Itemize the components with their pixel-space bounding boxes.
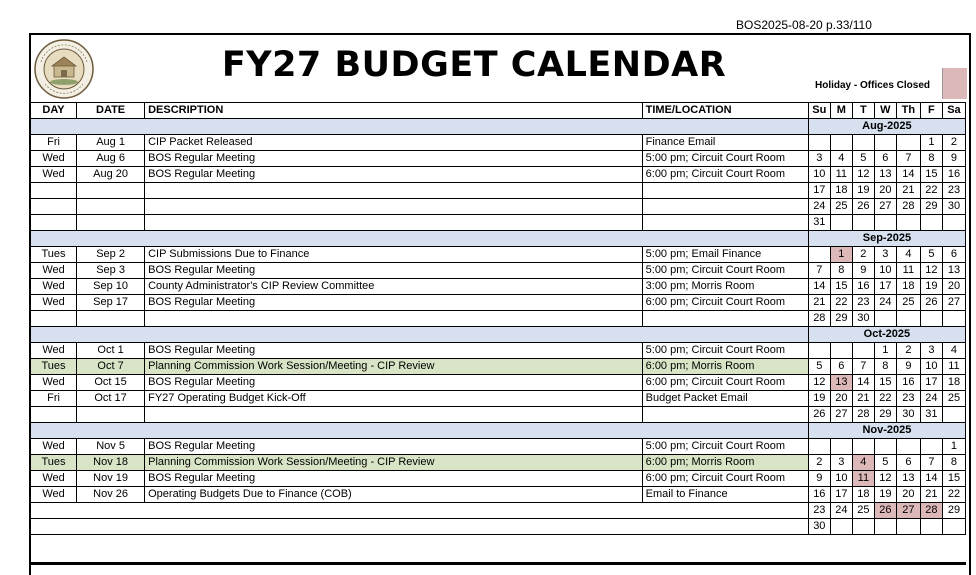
calendar-date-cell: 14: [896, 167, 920, 183]
calendar-date-cell: 19: [808, 391, 830, 407]
calendar-date-cell: 17: [808, 183, 830, 199]
calendar-date-cell: 12: [920, 263, 942, 279]
calendar-date-cell: [920, 439, 942, 455]
calendar-date-cell: 6: [874, 151, 896, 167]
empty-cell: [145, 407, 643, 423]
calendar-date-cell: 5: [920, 247, 942, 263]
event-time-location: 6:00 pm; Morris Room: [642, 455, 808, 471]
calendar-row: [31, 263, 966, 279]
month-band: [31, 327, 809, 343]
calendar-date-cell: [852, 135, 874, 151]
calendar-row: [31, 215, 966, 231]
event-date: Aug 1: [77, 135, 145, 151]
calendar-date-cell: 15: [874, 375, 896, 391]
event-time-location: 6:00 pm; Circuit Court Room: [642, 471, 808, 487]
empty-cell: [145, 311, 643, 327]
page-reference: BOS2025-08-20 p.33/110: [736, 18, 872, 32]
calendar-date-cell: 23: [808, 503, 830, 519]
event-date: Sep 2: [77, 247, 145, 263]
calendar-date-cell: 3: [920, 343, 942, 359]
empty-cell: [77, 183, 145, 199]
event-day: Wed: [31, 167, 77, 183]
empty-cell: [31, 407, 77, 423]
calendar-date-cell: 21: [920, 487, 942, 503]
header-weekday: W: [874, 103, 896, 119]
empty-cell: [77, 407, 145, 423]
calendar-date-cell: [830, 439, 852, 455]
calendar-date-cell: 8: [920, 151, 942, 167]
calendar-date-cell: 3: [830, 455, 852, 471]
header-time-location: TIME/LOCATION: [642, 103, 808, 119]
calendar-date-cell: 28: [808, 311, 830, 327]
empty-cell: [145, 183, 643, 199]
event-date: Nov 18: [77, 455, 145, 471]
empty-cell: [31, 183, 77, 199]
calendar-date-cell: 8: [874, 359, 896, 375]
calendar-date-cell: [830, 215, 852, 231]
calendar-date-cell: 29: [830, 311, 852, 327]
calendar-date-cell: 23: [852, 295, 874, 311]
event-time-location: Budget Packet Email: [642, 391, 808, 407]
event-date: Aug 20: [77, 167, 145, 183]
month-label: Sep-2025: [808, 231, 965, 247]
calendar-date-cell: 19: [874, 487, 896, 503]
calendar-date-cell: 14: [920, 471, 942, 487]
calendar-date-cell: 8: [942, 455, 965, 471]
event-day: Wed: [31, 279, 77, 295]
calendar-date-cell: 20: [874, 183, 896, 199]
calendar-date-cell: [942, 407, 965, 423]
calendar-date-cell: 11: [942, 359, 965, 375]
calendar-row: [31, 359, 966, 375]
calendar-date-cell: 12: [852, 167, 874, 183]
event-time-location: 3:00 pm; Morris Room: [642, 279, 808, 295]
calendar-date-cell: 2: [808, 455, 830, 471]
calendar-date-cell: 31: [920, 407, 942, 423]
calendar-date-cell: 28: [896, 199, 920, 215]
calendar-date-cell: [852, 439, 874, 455]
calendar-date-cell: 29: [874, 407, 896, 423]
event-date: Nov 5: [77, 439, 145, 455]
event-description: BOS Regular Meeting: [145, 151, 643, 167]
calendar-date-cell: 14: [852, 375, 874, 391]
calendar-date-cell: 7: [808, 263, 830, 279]
header-weekday: T: [852, 103, 874, 119]
empty-cell: [145, 215, 643, 231]
calendar-date-cell: 29: [942, 503, 965, 519]
holiday-date-cell: 28: [920, 503, 942, 519]
calendar-date-cell: 6: [942, 247, 965, 263]
calendar-date-cell: 20: [830, 391, 852, 407]
event-time-location: 5:00 pm; Circuit Court Room: [642, 151, 808, 167]
event-day: Wed: [31, 263, 77, 279]
calendar-date-cell: [874, 215, 896, 231]
calendar-date-cell: 16: [942, 167, 965, 183]
calendar-date-cell: [808, 439, 830, 455]
calendar-date-cell: 8: [830, 263, 852, 279]
calendar-date-cell: 11: [896, 263, 920, 279]
event-time-location: 5:00 pm; Email Finance: [642, 247, 808, 263]
calendar-date-cell: 13: [942, 263, 965, 279]
calendar-date-cell: 10: [874, 263, 896, 279]
calendar-date-cell: 30: [896, 407, 920, 423]
calendar-row: [31, 135, 966, 151]
event-day: Wed: [31, 151, 77, 167]
calendar-row: [31, 167, 966, 183]
event-time-location: 6:00 pm; Circuit Court Room: [642, 295, 808, 311]
month-band: [31, 231, 809, 247]
calendar-date-cell: [896, 215, 920, 231]
calendar-date-cell: 20: [896, 487, 920, 503]
calendar-date-cell: 6: [830, 359, 852, 375]
holiday-date-cell: 1: [830, 247, 852, 263]
event-day: Tues: [31, 359, 77, 375]
calendar-date-cell: 26: [808, 407, 830, 423]
calendar-date-cell: 17: [920, 375, 942, 391]
event-description: CIP Submissions Due to Finance: [145, 247, 643, 263]
event-date: Sep 17: [77, 295, 145, 311]
calendar-date-cell: 9: [808, 471, 830, 487]
event-description: FY27 Operating Budget Kick-Off: [145, 391, 643, 407]
calendar-date-cell: 21: [896, 183, 920, 199]
calendar-row: [31, 487, 966, 503]
event-description: BOS Regular Meeting: [145, 167, 643, 183]
calendar-row: [31, 439, 966, 455]
calendar-date-cell: 27: [830, 407, 852, 423]
calendar-date-cell: [942, 215, 965, 231]
calendar-row: [31, 519, 966, 535]
calendar-date-cell: 6: [896, 455, 920, 471]
holiday-date-cell: 26: [874, 503, 896, 519]
event-date: Oct 17: [77, 391, 145, 407]
event-day: Fri: [31, 391, 77, 407]
event-time-location: 5:00 pm; Circuit Court Room: [642, 343, 808, 359]
month-header-row: [31, 423, 966, 439]
calendar-date-cell: [896, 439, 920, 455]
empty-cell: [642, 311, 808, 327]
calendar-date-cell: 9: [942, 151, 965, 167]
event-day: Wed: [31, 439, 77, 455]
calendar-date-cell: [808, 135, 830, 151]
empty-area: [31, 503, 809, 519]
calendar-date-cell: 21: [852, 391, 874, 407]
calendar-date-cell: 14: [808, 279, 830, 295]
calendar-date-cell: 13: [874, 167, 896, 183]
empty-cell: [77, 215, 145, 231]
event-time-location: 6:00 pm; Circuit Court Room: [642, 375, 808, 391]
calendar-date-cell: 24: [808, 199, 830, 215]
calendar-row: [31, 311, 966, 327]
calendar-date-cell: 1: [920, 135, 942, 151]
calendar-date-cell: 4: [942, 343, 965, 359]
calendar-date-cell: 5: [808, 359, 830, 375]
calendar-date-cell: 2: [852, 247, 874, 263]
calendar-date-cell: [874, 439, 896, 455]
calendar-date-cell: 17: [830, 487, 852, 503]
calendar-date-cell: [942, 311, 965, 327]
calendar-date-cell: 27: [874, 199, 896, 215]
calendar-date-cell: [874, 135, 896, 151]
calendar-date-cell: 25: [896, 295, 920, 311]
event-date: Oct 15: [77, 375, 145, 391]
calendar-date-cell: 3: [808, 151, 830, 167]
header-weekday: M: [830, 103, 852, 119]
calendar-date-cell: [920, 519, 942, 535]
event-date: Nov 26: [77, 487, 145, 503]
calendar-date-cell: [896, 311, 920, 327]
event-description: CIP Packet Released: [145, 135, 643, 151]
calendar-date-cell: 12: [874, 471, 896, 487]
calendar-date-cell: 2: [942, 135, 965, 151]
month-header-row: [31, 119, 966, 135]
calendar-date-cell: 19: [920, 279, 942, 295]
event-description: BOS Regular Meeting: [145, 295, 643, 311]
calendar-date-cell: 22: [942, 487, 965, 503]
calendar-date-cell: 10: [830, 471, 852, 487]
event-day: Fri: [31, 135, 77, 151]
calendar-date-cell: [896, 135, 920, 151]
calendar-row: [31, 343, 966, 359]
calendar-date-cell: 10: [920, 359, 942, 375]
calendar-row: [31, 247, 966, 263]
event-day: Wed: [31, 375, 77, 391]
calendar-date-cell: 26: [920, 295, 942, 311]
calendar-date-cell: 21: [808, 295, 830, 311]
calendar-row: [31, 295, 966, 311]
calendar-row: [31, 199, 966, 215]
event-day: Tues: [31, 455, 77, 471]
calendar-date-cell: 15: [920, 167, 942, 183]
calendar-date-cell: 15: [942, 471, 965, 487]
event-description: BOS Regular Meeting: [145, 471, 643, 487]
empty-cell: [77, 199, 145, 215]
event-description: BOS Regular Meeting: [145, 439, 643, 455]
calendar-date-cell: 7: [920, 455, 942, 471]
event-day: Tues: [31, 247, 77, 263]
calendar-date-cell: 23: [942, 183, 965, 199]
header-weekday: Su: [808, 103, 830, 119]
calendar-date-cell: 26: [852, 199, 874, 215]
calendar-date-cell: 25: [852, 503, 874, 519]
event-day: Wed: [31, 343, 77, 359]
calendar-date-cell: 7: [896, 151, 920, 167]
empty-cell: [642, 407, 808, 423]
calendar-date-cell: 15: [830, 279, 852, 295]
calendar-date-cell: [808, 247, 830, 263]
calendar-row: [31, 183, 966, 199]
calendar-row: [31, 407, 966, 423]
calendar-row: [31, 455, 966, 471]
page-title: FY27 BUDGET CALENDAR: [221, 45, 727, 85]
month-band: [31, 423, 809, 439]
calendar-date-cell: 1: [942, 439, 965, 455]
calendar-row: [31, 391, 966, 407]
calendar-date-cell: [874, 311, 896, 327]
calendar-date-cell: 30: [942, 199, 965, 215]
calendar-date-cell: 22: [920, 183, 942, 199]
header-weekday: Sa: [942, 103, 965, 119]
calendar-row: [31, 151, 966, 167]
empty-area: [31, 519, 809, 535]
calendar-date-cell: 9: [852, 263, 874, 279]
event-date: Sep 3: [77, 263, 145, 279]
calendar-date-cell: 24: [920, 391, 942, 407]
calendar-row: [31, 471, 966, 487]
calendar-date-cell: 29: [920, 199, 942, 215]
header-description: DESCRIPTION: [145, 103, 643, 119]
header-date: DATE: [77, 103, 145, 119]
calendar-date-cell: 18: [830, 183, 852, 199]
calendar-date-cell: [852, 343, 874, 359]
calendar-date-cell: 4: [896, 247, 920, 263]
calendar-date-cell: 23: [896, 391, 920, 407]
event-time-location: 6:00 pm; Circuit Court Room: [642, 167, 808, 183]
calendar-date-cell: 12: [808, 375, 830, 391]
calendar-date-cell: [808, 343, 830, 359]
calendar-date-cell: [896, 519, 920, 535]
calendar-date-cell: 22: [874, 391, 896, 407]
header-weekday: F: [920, 103, 942, 119]
calendar-date-cell: 17: [874, 279, 896, 295]
calendar-date-cell: 5: [874, 455, 896, 471]
holiday-date-cell: 4: [852, 455, 874, 471]
calendar-date-cell: [830, 343, 852, 359]
calendar-date-cell: [874, 519, 896, 535]
calendar-date-cell: 16: [852, 279, 874, 295]
calendar-row: [31, 503, 966, 519]
calendar-date-cell: [830, 135, 852, 151]
event-date: Oct 7: [77, 359, 145, 375]
empty-cell: [31, 311, 77, 327]
month-header-row: [31, 327, 966, 343]
calendar-date-cell: 10: [808, 167, 830, 183]
header-day: DAY: [31, 103, 77, 119]
event-time-location: 5:00 pm; Circuit Court Room: [642, 439, 808, 455]
month-label: Aug-2025: [808, 119, 965, 135]
calendar-date-cell: [920, 311, 942, 327]
calendar-date-cell: [852, 215, 874, 231]
calendar-date-cell: 18: [942, 375, 965, 391]
budget-calendar-table: [30, 102, 966, 535]
event-date: Oct 1: [77, 343, 145, 359]
calendar-date-cell: 28: [852, 407, 874, 423]
calendar-date-cell: 3: [874, 247, 896, 263]
calendar-date-cell: [830, 519, 852, 535]
calendar-date-cell: 16: [896, 375, 920, 391]
event-date: Nov 19: [77, 471, 145, 487]
event-day: Wed: [31, 471, 77, 487]
holiday-legend-label: Holiday - Offices Closed: [815, 80, 931, 91]
calendar-date-cell: 18: [896, 279, 920, 295]
event-description: BOS Regular Meeting: [145, 343, 643, 359]
event-time-location: 5:00 pm; Circuit Court Room: [642, 263, 808, 279]
empty-cell: [642, 183, 808, 199]
calendar-row: [31, 279, 966, 295]
event-description: Planning Commission Work Session/Meeting - CIP Review: [145, 359, 643, 375]
calendar-date-cell: 22: [830, 295, 852, 311]
calendar-date-cell: 31: [808, 215, 830, 231]
calendar-date-cell: 9: [896, 359, 920, 375]
month-label: Nov-2025: [808, 423, 965, 439]
month-label: Oct-2025: [808, 327, 965, 343]
empty-cell: [31, 199, 77, 215]
empty-cell: [642, 199, 808, 215]
month-band: [31, 119, 809, 135]
calendar-date-cell: 25: [830, 199, 852, 215]
header-row: [31, 103, 966, 119]
calendar-date-cell: 24: [874, 295, 896, 311]
calendar-date-cell: 16: [808, 487, 830, 503]
empty-cell: [642, 215, 808, 231]
calendar-date-cell: 5: [852, 151, 874, 167]
event-description: Planning Commission Work Session/Meeting - CIP Review: [145, 455, 643, 471]
calendar-date-cell: [920, 215, 942, 231]
event-day: Wed: [31, 487, 77, 503]
month-header-row: [31, 231, 966, 247]
holiday-date-cell: 13: [830, 375, 852, 391]
event-time-location: 6:00 pm; Morris Room: [642, 359, 808, 375]
calendar-body: [31, 119, 966, 535]
event-time-location: Email to Finance: [642, 487, 808, 503]
calendar-date-cell: 2: [896, 343, 920, 359]
event-description: Operating Budgets Due to Finance (COB): [145, 487, 643, 503]
calendar-date-cell: 20: [942, 279, 965, 295]
calendar-date-cell: 11: [830, 167, 852, 183]
event-date: Aug 6: [77, 151, 145, 167]
calendar-date-cell: 13: [896, 471, 920, 487]
calendar-date-cell: 25: [942, 391, 965, 407]
calendar-date-cell: [852, 519, 874, 535]
calendar-date-cell: 19: [852, 183, 874, 199]
calendar-date-cell: [942, 519, 965, 535]
holiday-date-cell: 27: [896, 503, 920, 519]
calendar-date-cell: 18: [852, 487, 874, 503]
calendar-date-cell: 7: [852, 359, 874, 375]
calendar-date-cell: 24: [830, 503, 852, 519]
calendar-date-cell: 4: [830, 151, 852, 167]
holiday-date-cell: 11: [852, 471, 874, 487]
calendar-date-cell: 30: [852, 311, 874, 327]
calendar-row: [31, 375, 966, 391]
empty-cell: [31, 215, 77, 231]
event-time-location: Finance Email: [642, 135, 808, 151]
empty-cell: [77, 311, 145, 327]
calendar-date-cell: 30: [808, 519, 830, 535]
event-description: County Administrator's CIP Review Committee: [145, 279, 643, 295]
calendar-date-cell: 27: [942, 295, 965, 311]
empty-cell: [145, 199, 643, 215]
calendar-date-cell: 1: [874, 343, 896, 359]
event-description: BOS Regular Meeting: [145, 263, 643, 279]
header-weekday: Th: [896, 103, 920, 119]
event-description: BOS Regular Meeting: [145, 375, 643, 391]
event-date: Sep 10: [77, 279, 145, 295]
holiday-legend-swatch: [942, 68, 967, 99]
event-day: Wed: [31, 295, 77, 311]
